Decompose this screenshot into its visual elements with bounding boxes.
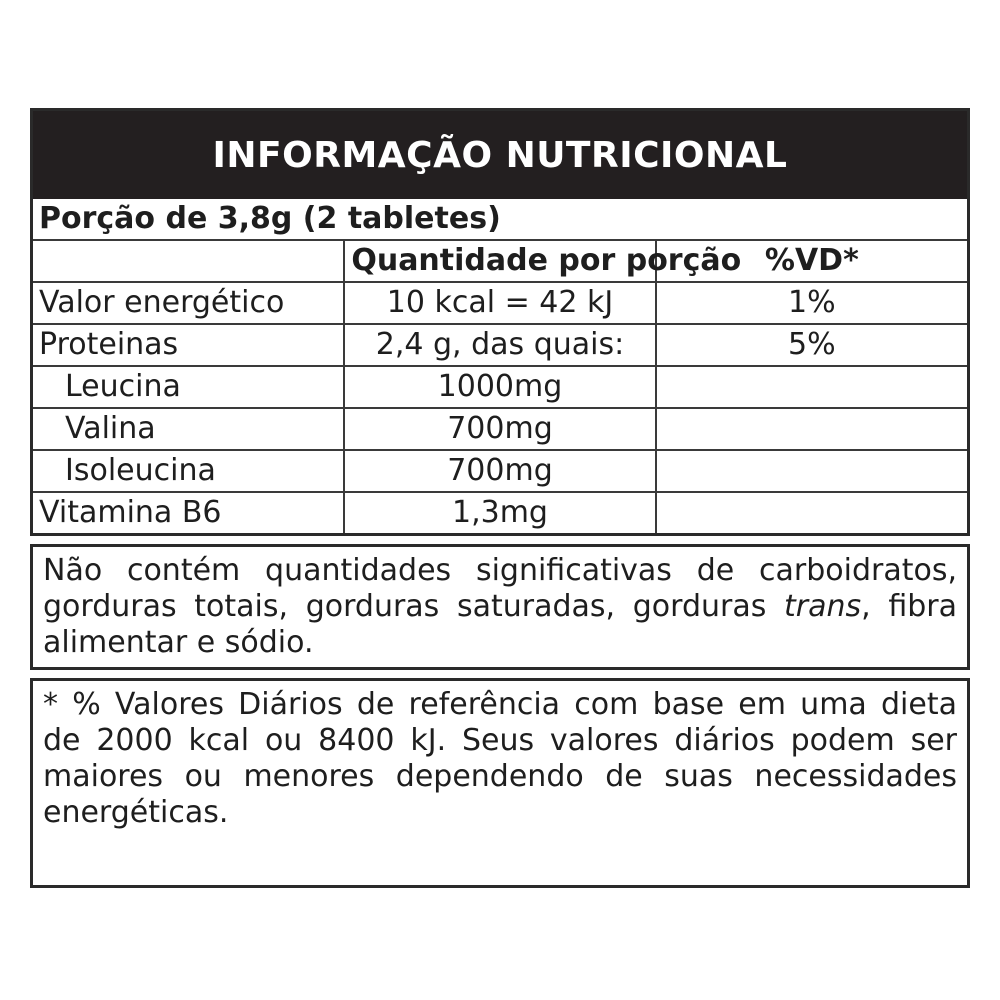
nutrient-name: Vitamina B6 xyxy=(33,492,344,533)
nutrient-name: Isoleucina xyxy=(33,450,344,492)
nutrient-quantity: 700mg xyxy=(344,450,655,492)
note-text-before: Não contém quantidades significativas de carboidratos, gorduras totais, gorduras saturadas, gorduras xyxy=(43,553,957,624)
nutrient-quantity: 700mg xyxy=(344,408,655,450)
daily-values-footnote xyxy=(30,678,970,888)
nutrition-table-frame xyxy=(30,108,970,536)
table-row xyxy=(33,366,967,408)
table-row xyxy=(33,450,967,492)
table-row xyxy=(33,408,967,450)
nutrition-table xyxy=(33,199,967,533)
nutrient-name: Valor energético xyxy=(33,282,344,324)
note-text-after: , fibra alimentar e sódio. xyxy=(43,589,957,660)
nutrient-name: Valina xyxy=(33,408,344,450)
table-row xyxy=(33,324,967,366)
nutrition-label xyxy=(30,108,970,888)
column-header-row xyxy=(33,240,967,282)
note-text-italic: trans xyxy=(784,589,862,624)
table-row xyxy=(33,282,967,324)
nutrient-name: Leucina xyxy=(33,366,344,408)
column-header-quantity: Quantidade por porção xyxy=(344,240,655,282)
nutrient-quantity: 10 kcal = 42 kJ xyxy=(344,282,655,324)
not-significant-note xyxy=(30,544,970,670)
column-header-vd: %VD* xyxy=(656,240,967,282)
nutrient-vd xyxy=(656,492,967,533)
nutrient-quantity: 2,4 g, das quais: xyxy=(344,324,655,366)
nutrient-vd xyxy=(656,366,967,408)
label-title: INFORMAÇÃO NUTRICIONAL xyxy=(212,134,788,176)
nutrient-quantity: 1000mg xyxy=(344,366,655,408)
nutrient-vd: 5% xyxy=(656,324,967,366)
nutrient-quantity: 1,3mg xyxy=(344,492,655,533)
nutrient-vd: 1% xyxy=(656,282,967,324)
portion-text: Porção de 3,8g (2 tabletes) xyxy=(33,199,967,240)
table-row xyxy=(33,492,967,533)
column-header-name xyxy=(33,240,344,282)
label-header xyxy=(33,111,967,199)
nutrient-vd xyxy=(656,408,967,450)
footnote-text: * % Valores Diários de referência com base em uma dieta de 2000 kcal ou 8400 kJ. Seus valores diários podem ser maiores ou menores dependendo de suas necessidades energéticas. xyxy=(43,687,957,830)
portion-row xyxy=(33,199,967,240)
nutrient-vd xyxy=(656,450,967,492)
nutrient-name: Proteinas xyxy=(33,324,344,366)
